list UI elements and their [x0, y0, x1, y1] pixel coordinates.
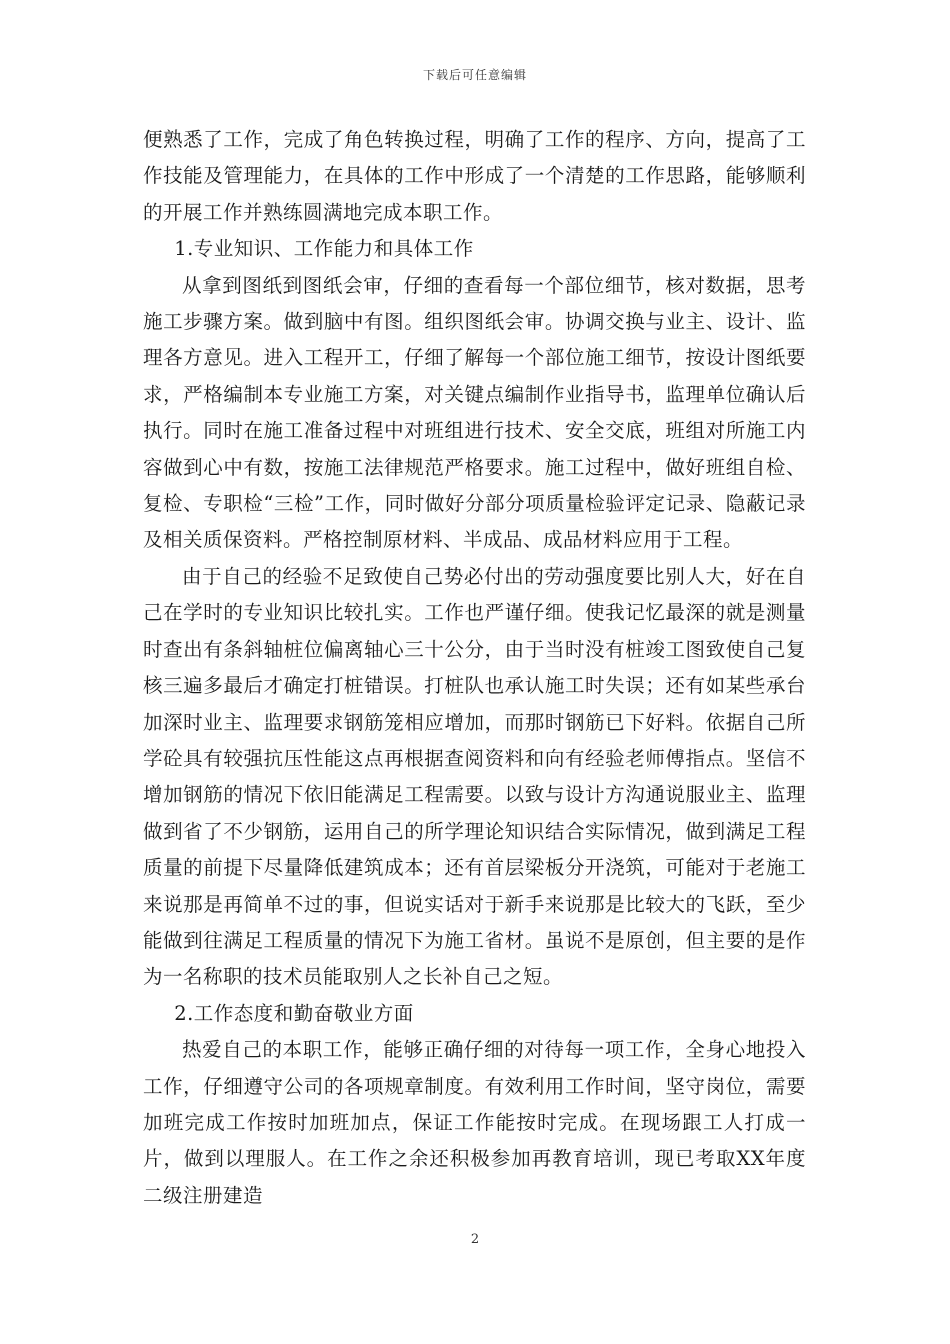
section-heading-1: 1.专业知识、工作能力和具体工作: [174, 237, 474, 261]
section-heading-2: 2.工作态度和勤奋敬业方面: [174, 1001, 414, 1025]
paragraph-4: 热爱自己的本职工作，能够正确仔细的对待每一项工作，全身心地投入工作，仔细遵守公司的各项规章制度。有效利用工作时间，坚守岗位，需要加班完成工作按时加班加点，保证工作能按时完成。在现场跟工人打成一片，做到以理服人。在工作之余还积极参加再教育培训，现已考取XX年度二级注册建造: [143, 1038, 806, 1207]
paragraph-1: 便熟悉了工作，完成了角色转换过程，明确了工作的程序、方向，提高了工作技能及管理能力，在具体的工作中形成了一个清楚的工作思路，能够顺利的开展工作并熟练圆满地完成本职工作。: [143, 128, 806, 224]
document-body: [143, 122, 806, 1214]
page-number: 2: [470, 1232, 480, 1247]
paragraph-3: 由于自己的经验不足致使自己势必付出的劳动强度要比别人大，好在自己在学时的专业知识比较扎实。工作也严谨仔细。使我记忆最深的就是测量时查出有条斜轴桩位偏离轴心三十公分，由于当时没有桩竣工图致使自己复核三遍多最后才确定打桩错误。打桩队也承认施工时失误；还有如某些承台加深时业主、监理要求钢筋笼相应增加，而那时钢筋已下好料。依据自己所学砼具有较强抗压性能这点再根据查阅资料和向有经验老师傅指点。坚信不增加钢筋的情况下依旧能满足工程需要。以致与设计方沟通说服业主、监理做到省了不少钢筋，运用自己的所学理论知识结合实际情况，做到满足工程质量的前提下尽量降低建筑成本；还有首层梁板分开浇筑，可能对于老施工来说那是再简单不过的事，但说实话对于新手来说那是比较大的飞跃，至少能做到往满足工程质量的情况下为施工省材。虽说不是原创，但主要的是作为一名称职的技术员能取别人之长补自己之短。: [143, 564, 806, 989]
paragraph-2: 从拿到图纸到图纸会审，仔细的查看每一个部位细节，核对数据，思考施工步骤方案。做到脑中有图。组织图纸会审。协调交换与业主、设计、监理各方意见。进入工程开工，仔细了解每一个部位施工细节，按设计图纸要求，严格编制本专业施工方案，对关键点编制作业指导书，监理单位确认后执行。同时在施工准备过程中对班组进行技术、安全交底，班组对所施工内容做到心中有数，按施工法律规范严格要求。施工过程中，做好班组自检、复检、专职检“三检”工作，同时做好分部分项质量检验评定记录、隐蔽记录及相关质保资料。严格控制原材料、半成品、成品材料应用于工程。: [143, 273, 806, 552]
page-header: 下载后可任意编辑: [422, 68, 527, 82]
